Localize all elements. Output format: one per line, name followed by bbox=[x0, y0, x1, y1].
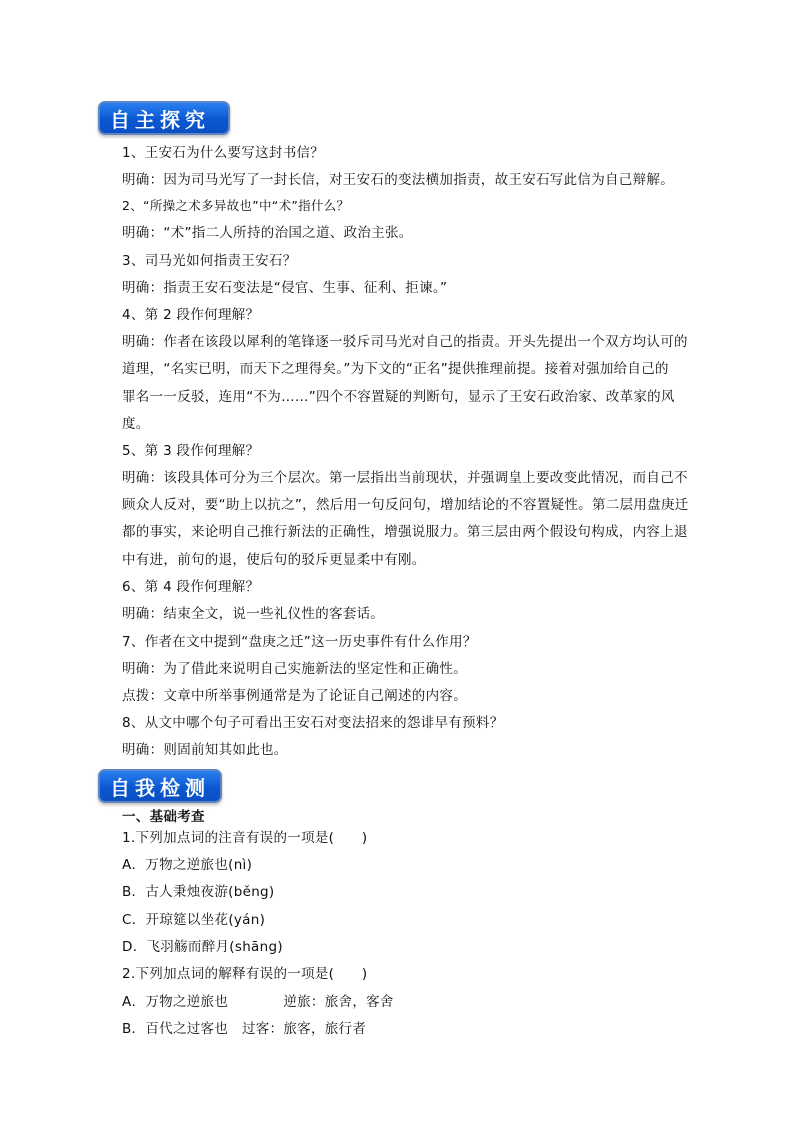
question-line: 5、第 3 段作何理解？ bbox=[122, 443, 260, 459]
question-line: 7、作者在文中提到“盘庚之迁”这一历史事件有什么作用？ bbox=[122, 634, 477, 650]
answer-line: 度。 bbox=[122, 416, 150, 432]
test-heading: 一、基础考查 bbox=[122, 809, 205, 825]
answer-line: 明确：“术”指二人所持的治国之道、政治主张。 bbox=[122, 225, 413, 241]
test-option: C．开琼筵以坐花(yán) bbox=[122, 912, 266, 928]
hint-line: 点拨：文章中所举事例通常是为了论证自己阐述的内容。 bbox=[122, 688, 467, 704]
answer-line: 明确：指责王安石变法是“侵官、生事、征利、拒谏。” bbox=[122, 280, 448, 296]
answer-line: 顾众人反对，要“助上以抗之”，然后用一句反问句，增加结论的不容置疑性。第二层用盘庚迁 bbox=[122, 497, 689, 513]
answer-line: 明确：该段具体可分为三个层次。第一层指出当前现状，并强调皇上要改变此情况，而自己不 bbox=[122, 470, 688, 486]
section-title: 自我检测 bbox=[110, 775, 210, 800]
answer-line: 明确：结束全文，说一些礼仪性的客套话。 bbox=[122, 606, 385, 622]
answer-line: 明确：则固前知其如此也。 bbox=[122, 742, 288, 758]
test-option: A．万物之逆旅也(nì) bbox=[122, 857, 253, 873]
test-question: 2.下列加点词的解释有误的一项是( ) bbox=[122, 966, 368, 982]
test-option: B．古人秉烛夜游(běng) bbox=[122, 884, 275, 900]
section-banner-inquiry bbox=[98, 101, 230, 135]
test-option: D．飞羽觞而醉月(shāng) bbox=[122, 939, 283, 955]
question-line: 8、从文中哪个句子可看出王安石对变法招来的怨诽早有预料？ bbox=[122, 715, 504, 731]
answer-line: 中有进，前句的退，使后句的驳斥更显柔中有刚。 bbox=[122, 552, 426, 568]
question-line: 1、王安石为什么要写这封书信？ bbox=[122, 145, 325, 161]
question-line: 4、第 2 段作何理解？ bbox=[122, 307, 260, 323]
answer-line: 道理，“名实已明，而天下之理得矣。”为下文的“正名”提供推理前提。接着对强加给自己的 bbox=[122, 361, 669, 377]
test-option: A．万物之逆旅也 逆旅：旅舍，客舍 bbox=[122, 994, 394, 1010]
test-question: 1.下列加点词的注音有误的一项是( ) bbox=[122, 830, 368, 846]
answer-line: 明确：因为司马光写了一封长信，对王安石的变法横加指责，故王安石写此信为自己辩解。 bbox=[122, 172, 674, 188]
section-title: 自主探究 bbox=[110, 107, 210, 132]
answer-line: 都的事实，来论明自己推行新法的正确性，增强说服力。第三层由两个假设句构成，内容上退 bbox=[122, 524, 688, 540]
answer-line: 明确：作者在该段以犀利的笔锋逐一驳斥司马光对自己的指责。开头先提出一个双方均认可的 bbox=[122, 334, 688, 350]
answer-line: 明确：为了借此来说明自己实施新法的坚定性和正确性。 bbox=[122, 661, 467, 677]
section-banner-test bbox=[98, 769, 222, 803]
test-option: B．百代之过客也 过客：旅客，旅行者 bbox=[122, 1021, 367, 1037]
answer-line: 罪名一一反驳，连用“不为……”四个不容置疑的判断句，显示了王安石政治家、改革家的风 bbox=[122, 389, 675, 405]
question-line: 2、“所操之术多异故也”中“术”指什么？ bbox=[122, 198, 350, 213]
question-line: 6、第 4 段作何理解？ bbox=[122, 579, 260, 595]
question-line: 3、司马光如何指责王安石？ bbox=[122, 253, 297, 269]
